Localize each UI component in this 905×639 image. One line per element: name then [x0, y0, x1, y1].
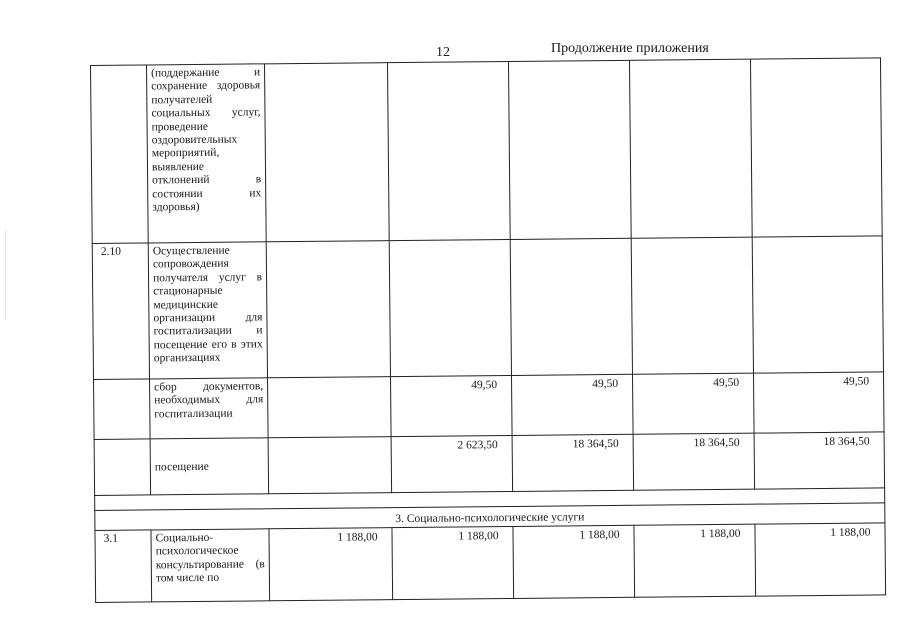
tariff-value: 18 364,50 — [512, 434, 634, 491]
tariff-value: 49,50 — [632, 373, 754, 434]
tariff-value: 1 188,00 — [392, 526, 514, 599]
tariff-value: 18 364,50 — [754, 432, 885, 489]
value-cell — [268, 377, 392, 438]
value-cell — [266, 241, 390, 378]
tariff-value: 1 188,00 — [269, 528, 393, 601]
value-cell — [387, 61, 510, 240]
row-number-cell — [91, 65, 149, 244]
row-number: 3.1 — [95, 530, 152, 603]
value-cell — [631, 237, 753, 374]
value-cell — [389, 239, 511, 376]
value-cell — [752, 236, 883, 373]
table-row — [94, 432, 885, 496]
service-description: Осуществление сопровождения получателя услуг в стационарные медицинские организации для госпитализации и посещение его в этих организациях — [148, 242, 267, 379]
value-cell — [750, 58, 882, 237]
service-description: (поддержание и сохранение здоровья получателей социальных услуг, проведение оздоровительных мероприятий, выявление отклонений в состоянии их здоровья) — [147, 64, 267, 243]
value-cell — [264, 63, 389, 242]
section-title: 3. Социально-психологические услуги — [95, 503, 885, 531]
tariff-value: 1 188,00 — [755, 523, 886, 596]
scan-artifact — [5, 230, 6, 320]
table-row — [94, 372, 885, 440]
service-description: Социально-психологическое консультирование (в том числе по — [151, 529, 270, 602]
value-cell — [629, 59, 752, 238]
tariff-value: 2 623,50 — [391, 435, 513, 492]
page-number: 12 — [436, 45, 450, 60]
table-row — [91, 58, 883, 244]
value-cell — [508, 60, 631, 239]
tariff-table-wrapper — [90, 57, 885, 603]
tariff-value: 1 188,00 — [513, 525, 635, 598]
service-description: посещение — [150, 438, 269, 495]
page-header: Продолжение приложения — [551, 41, 709, 56]
tariff-value: 1 188,00 — [634, 524, 756, 597]
row-number: 2.10 — [92, 243, 149, 380]
value-cell — [510, 238, 632, 375]
tariff-value: 49,50 — [511, 374, 633, 435]
row-number-cell — [94, 439, 151, 496]
table-row — [95, 523, 886, 603]
tariff-table — [90, 57, 886, 603]
row-number-cell — [94, 379, 151, 440]
value-cell — [268, 437, 392, 494]
tariff-value: 18 364,50 — [633, 433, 755, 490]
tariff-value: 49,50 — [391, 375, 513, 436]
table-row — [92, 236, 883, 380]
service-description: сбор документов, необходимых для госпитализации — [150, 378, 269, 439]
tariff-value: 49,50 — [753, 372, 884, 433]
